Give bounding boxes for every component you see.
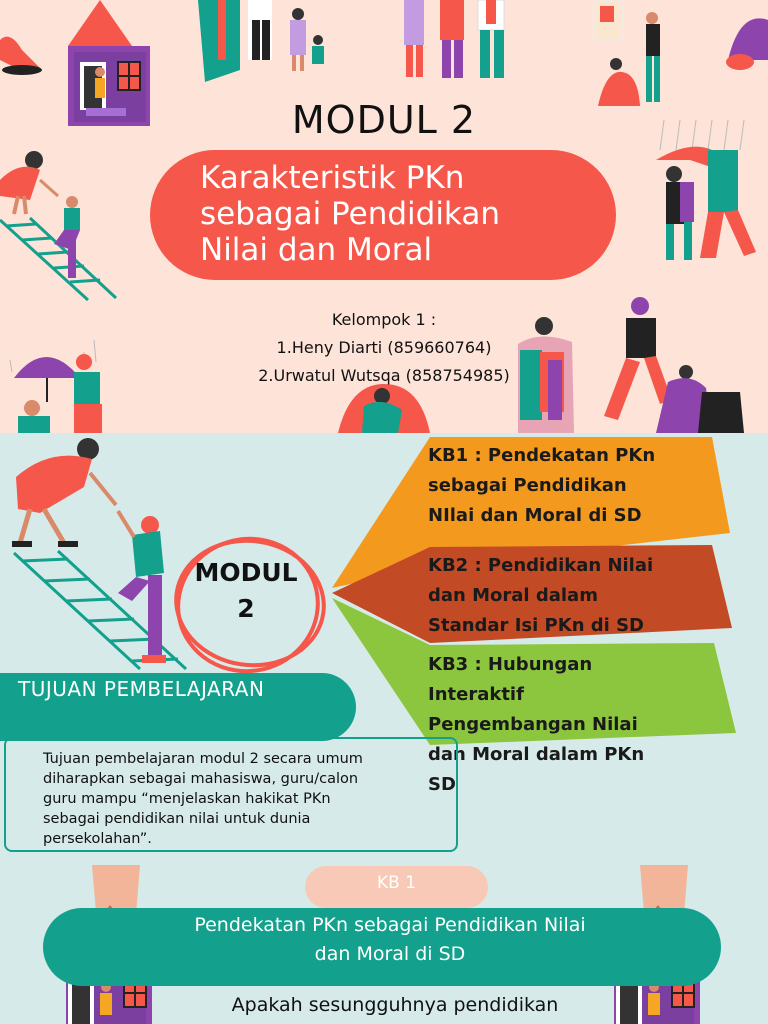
kb1-title xyxy=(150,911,630,969)
subtitle-text xyxy=(200,160,600,268)
kb3-line-3: Pengembangan Nilai xyxy=(428,714,638,735)
kb1-title-line-2: dan Moral di SD xyxy=(314,943,466,965)
kb1-line-1: KB1 : Pendekatan PKn xyxy=(428,445,656,466)
group-people-illustration xyxy=(404,0,504,78)
title-slide xyxy=(0,0,768,433)
tujuan-line-4: sebagai pendidikan nilai untuk dunia xyxy=(43,811,311,827)
kb1-line-2: sebagai Pendidikan xyxy=(428,475,627,496)
subtitle-line-3: Nilai dan Moral xyxy=(200,232,433,268)
subtitle-line-1: Karakteristik PKn xyxy=(200,160,465,196)
subtitle-line-2: sebagai Pendidikan xyxy=(200,196,500,232)
kb1-item xyxy=(428,441,712,531)
kb1-line-3: NIlai dan Moral di SD xyxy=(428,505,642,526)
kb3-line-2: Interaktif xyxy=(428,684,524,705)
member-2: 2.Urwatul Wutsqa (858754985) xyxy=(258,366,510,385)
kb1-question: Apakah sesungguhnya pendidikan xyxy=(231,994,559,1016)
kb2-line-3: Standar Isi PKn di SD xyxy=(428,615,644,636)
kb2-line-2: dan Moral dalam xyxy=(428,585,598,606)
ladder-help-illustration xyxy=(0,151,116,300)
figure-top-left-illustration xyxy=(0,37,42,75)
kb3-line-1: KB3 : Hubungan xyxy=(428,654,593,675)
house-visit-illustration xyxy=(594,0,768,106)
kb1-title-line-1: Pendekatan PKn sebagai Pendidikan Nilai xyxy=(194,914,586,936)
tujuan-line-2: diharapkan sebagai mahasiswa, guru/calon xyxy=(43,771,359,787)
modul-label-line-1: MODUL xyxy=(194,558,298,587)
tujuan-text xyxy=(43,749,443,849)
module-title: MODUL 2 xyxy=(291,98,477,142)
tujuan-line-3: guru mampu “menjelaskan hakikat PKn xyxy=(43,791,331,807)
tujuan-heading: TUJUAN PEMBELAJARAN xyxy=(18,677,265,701)
kb2-item xyxy=(428,551,712,641)
group-label: Kelompok 1 : xyxy=(331,310,437,329)
kb1-badge-label: KB 1 xyxy=(376,873,417,893)
kb3-line-4: dan Moral dalam PKn xyxy=(428,744,645,765)
member-1: 1.Heny Diarti (859660764) xyxy=(276,338,492,357)
modul-label-line-2: 2 xyxy=(237,594,255,623)
kb3-item xyxy=(428,650,712,800)
kb3-line-5: SD xyxy=(428,774,456,795)
comfort-illustration xyxy=(338,384,430,433)
family-door-illustration xyxy=(198,0,324,82)
modul-label xyxy=(186,555,306,627)
tujuan-line-5: persekolahan”. xyxy=(43,831,152,847)
ladder-climb-illustration xyxy=(12,438,186,669)
tujuan-line-1: Tujuan pembelajaran modul 2 secara umum xyxy=(43,751,363,767)
kb2-line-1: KB2 : Pendidikan Nilai xyxy=(428,555,654,576)
